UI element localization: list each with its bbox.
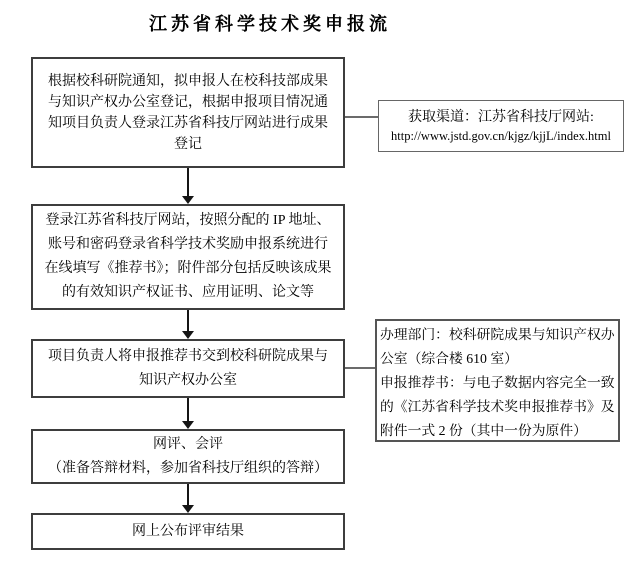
flow-step-review-line2: （准备答辩材料，参加省科技厅组织的答辩）	[48, 460, 328, 476]
arrow-down-icon	[182, 505, 194, 513]
flow-arrow-3	[182, 398, 194, 429]
flow-step-submit-recommendation-text: 项目负责人将申报推荐书交到校科研院成果与知识产权办公室	[48, 348, 328, 388]
arrow-stem	[187, 398, 189, 422]
flow-arrow-4	[182, 484, 194, 513]
flow-step-registration	[31, 57, 345, 168]
flow-step-online-filling-text: 登录江苏省科技厅网站，按照分配的 IP 地址、账号和密码登录省科学技术奖励申报系统进行在线填写《推荐书》；附件部分包括反映该成果的有效知识产权证书、应用证明、论文等	[44, 213, 332, 300]
flow-arrow-2	[182, 310, 194, 339]
note-access-channel	[378, 100, 624, 152]
flow-step-online-filling	[31, 204, 345, 310]
flow-step-registration-text: 根据校科研院通知，拟申报人在校科技部成果与知识产权办公室登记，根据申报项目情况通知项目负责人登录江苏省科技厅网站进行成果登记	[48, 73, 328, 152]
flow-step-review	[31, 429, 345, 484]
arrow-stem	[187, 310, 189, 332]
note-access-channel-label: 获取渠道：江苏省科技厅网站:	[408, 109, 594, 125]
arrow-stem	[187, 484, 189, 506]
arrow-down-icon	[182, 421, 194, 429]
arrow-down-icon	[182, 196, 194, 204]
flow-arrow-1	[182, 168, 194, 204]
note-access-channel-url: http://www.jstd.gov.cn/kjgz/kjjL/index.html	[391, 128, 611, 143]
note-handling-department-line1: 办理部门：校科研院成果与知识产权办公室（综合楼 610 室）	[380, 327, 615, 366]
arrow-stem	[187, 168, 189, 197]
connector-line-step1-to-channel-note	[345, 116, 378, 118]
note-handling-department-line2: 申报推荐书：与电子数据内容完全一致的《江苏省科学技术奖申报推荐书》及附件一式 2 份（其中一份为原件）	[380, 375, 615, 438]
flow-step-publish-results-text: 网上公布评审结果	[132, 523, 244, 539]
note-handling-department	[375, 319, 620, 442]
flow-step-review-line1: 网评、会评	[153, 436, 223, 452]
arrow-down-icon	[182, 331, 194, 339]
flow-step-submit-recommendation	[31, 339, 345, 398]
page-title: 江苏省科学技术奖申报流	[149, 14, 391, 34]
flow-step-publish-results	[31, 513, 345, 550]
connector-line-step3-to-office-note	[345, 367, 375, 369]
